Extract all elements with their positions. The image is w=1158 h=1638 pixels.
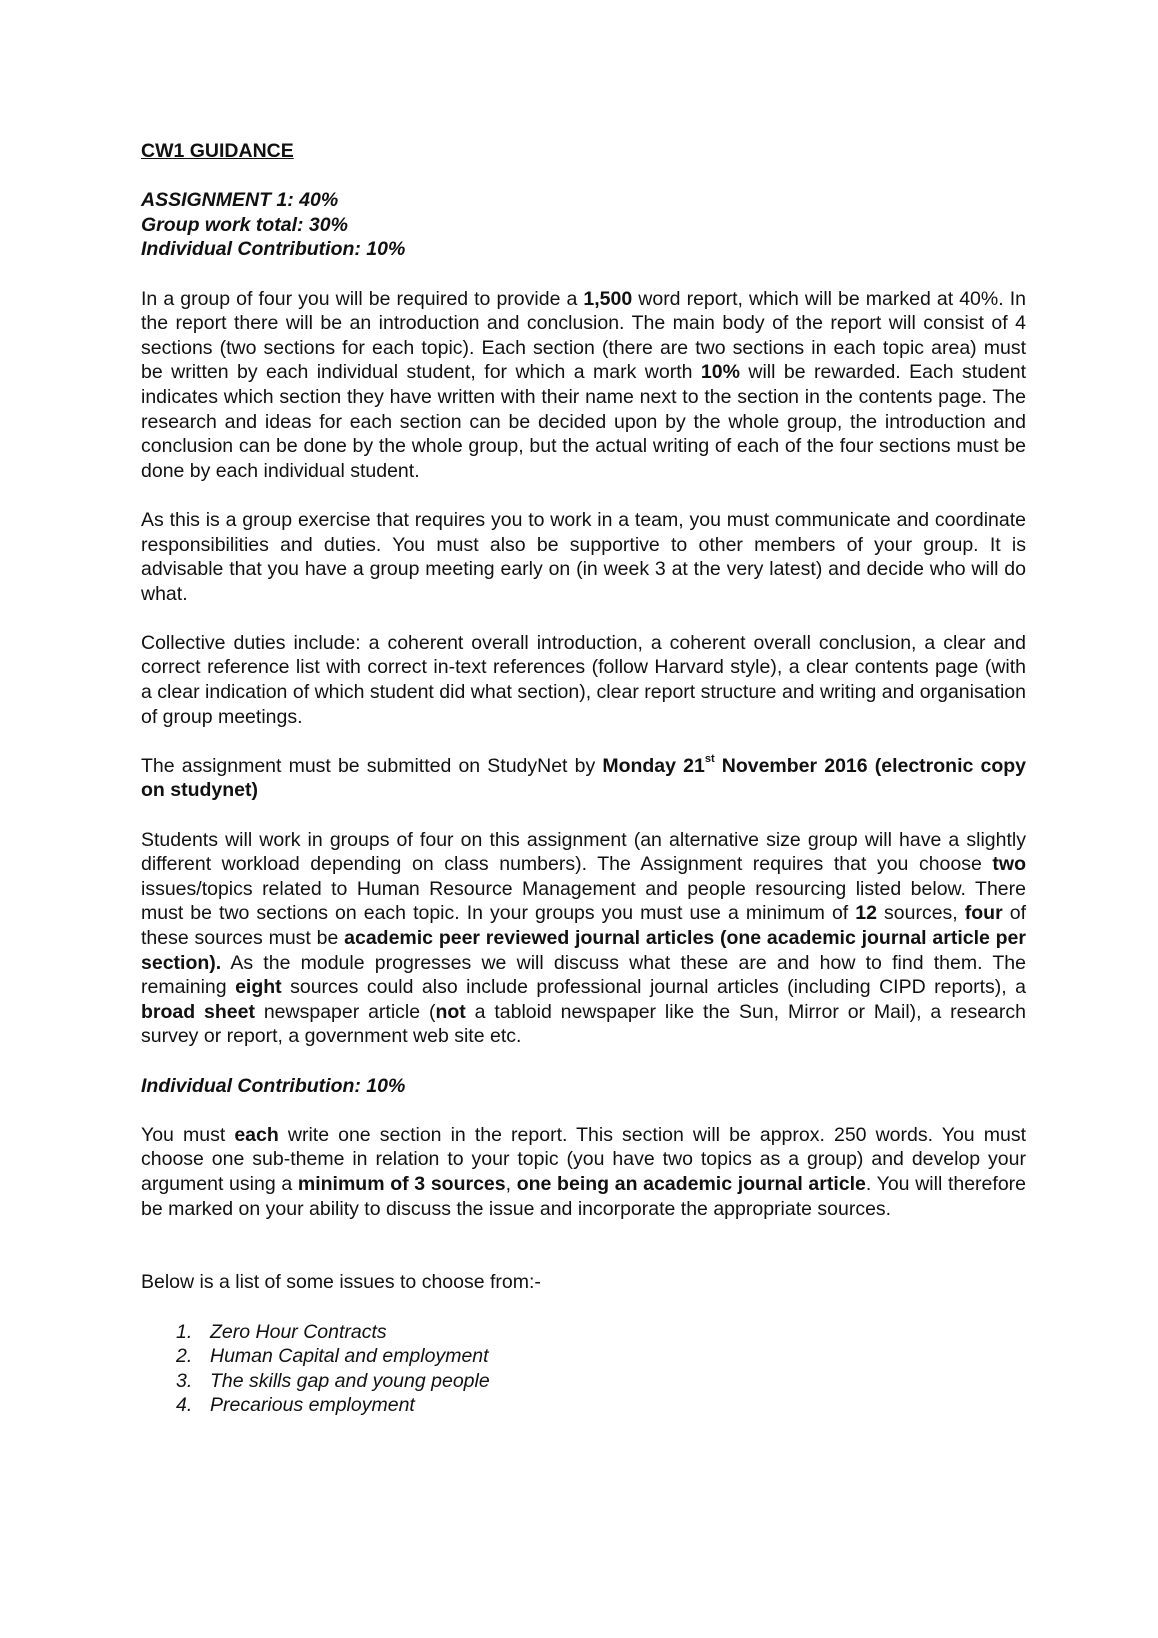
paragraph-submission-deadline: The assignment must be submitted on StudyNet by Monday 21st November 2016 (electronic copy on studynet) (141, 753, 1026, 802)
list-item: 4. Precarious employment (176, 1394, 415, 1417)
issues-list-intro: Below is a list of some issues to choose from:- (141, 1271, 541, 1294)
issues-list (141, 1320, 1026, 1418)
paragraph-sources: Students will work in groups of four on this assignment (an alternative size group will have a slightly different workload depending on class numbers). The Assignment requires that you choose two issues/topics related to Human Resource Management and people resourcing listed below. There must be two sections on each topic. In your groups you must use a minimum of 12 sources, four of these sources must be academic peer reviewed journal articles (one academic journal article per section). As the module progresses we will discuss what these are and how to find them. The remaining eight sources could also include professional journal articles (including CIPD reports), a broad sheet newspaper article (not a tabloid newspaper like the Sun, Mirror or Mail), a research survey or report, a government web site etc. (141, 828, 1026, 1048)
list-item: 2. Human Capital and employment (176, 1345, 489, 1368)
document-page (141, 139, 1026, 1418)
individual-weight: Individual Contribution: 10% (141, 238, 406, 261)
assignment-weight: ASSIGNMENT 1: 40% (141, 189, 339, 212)
group-work-weight: Group work total: 30% (141, 213, 348, 236)
paragraph-report-overview: In a group of four you will be required to provide a 1,500 word report, which will be marked at 40%. In the report there will be an introduction and conclusion. The main body of the report will consist of 4 sections (two sections for each topic). Each section (there are two sections in each topic area) must be written by each individual student, for which a mark worth 10% will be rewarded. Each student indicates which section they have written with their name next to the section in the contents page. The research and ideas for each section can be decided upon by the whole group, the introduction and conclusion can be done by the whole group, but the actual writing of each of the four sections must be done by each individual student. (141, 287, 1027, 482)
list-item: 3. The skills gap and young people (176, 1369, 490, 1392)
list-item: 1. Zero Hour Contracts (176, 1320, 387, 1343)
paragraph-individual-section: You must each write one section in the report. This section will be approx. 250 words. You must choose one sub-theme in relation to your topic (you have two topics as a group) and develop your argument using a minimum of 3 sources, one being an academic journal article. You will therefore be marked on your ability to discuss the issue and incorporate the appropriate sources. (141, 1123, 1026, 1220)
page-title: CW1 GUIDANCE (141, 140, 294, 162)
paragraph-teamwork: As this is a group exercise that requires you to work in a team, you must communicate and coordinate responsibilities and duties. You must also be supportive to other members of your group. It is advisable that you have a group meeting early on (in week 3 at the very latest) and decide who will do what. (141, 508, 1026, 605)
paragraph-collective-duties: Collective duties include: a coherent overall introduction, a coherent overall conclusion, a clear and correct reference list with correct in-text references (follow Harvard style), a clear contents page (with a clear indication of which student did what section), clear report structure and writing and organisation of group meetings. (141, 631, 1026, 728)
individual-contribution-heading: Individual Contribution: 10% (141, 1074, 406, 1097)
